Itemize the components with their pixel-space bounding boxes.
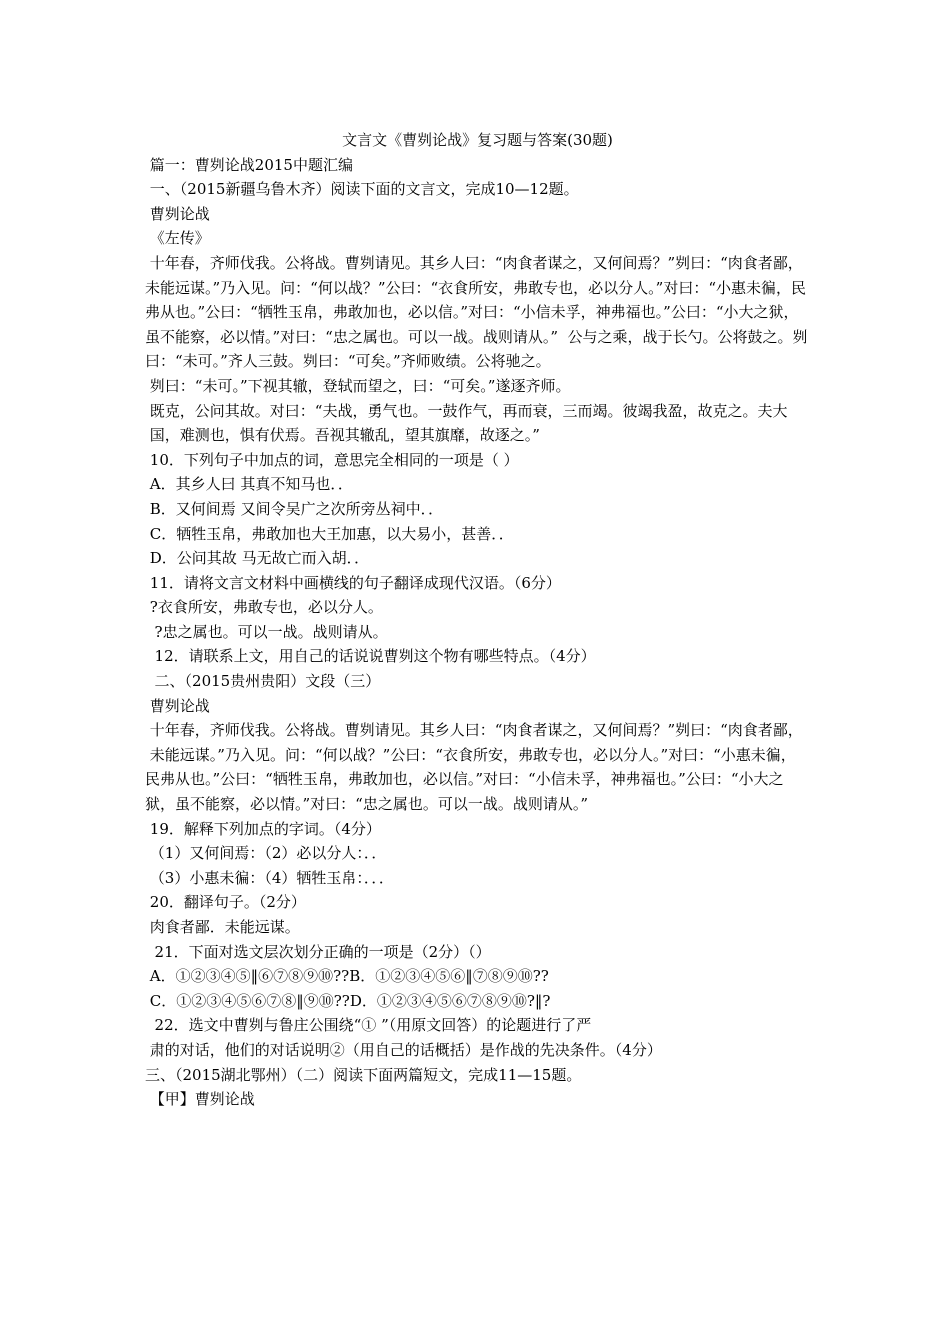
text-line: D．公问其故 马无故亡而入胡．． <box>145 549 370 568</box>
text-line: 三、（2015湖北鄂州）（二）阅读下面两篇短文，完成11—15题。 <box>145 1065 582 1084</box>
text-line: 20．翻译句子。（2分） <box>145 893 306 912</box>
text-line: 未能远谋。”乃入见。问：“何以战？”公曰：“衣食所安，弗敢专也，必以分人。”对曰：“小惠未徧，民弗从也。”公曰：“牺牲玉帛，弗敢加也，必以信。”对曰：“小信未孚，神弗福也。”公曰：“小大之狱，虽不能察，必以情。”对曰：“忠之属也。可以一战。战则请从。” <box>145 745 796 814</box>
text-line: 19．解释下列加点的字词。（4分） <box>145 819 381 838</box>
text-line: A．其乡人曰 其真不知马也．． <box>145 475 353 494</box>
text-line: 曹刿论战 <box>145 204 210 223</box>
text-line: 10．下列句子中加点的词，意思完全相同的一项是（ ） <box>145 450 519 469</box>
document-text <box>145 153 810 1112</box>
text-line: 刿曰：“未可。”下视其辙，登轼而望之，曰：“可矣。”遂逐齐师。 <box>145 376 571 395</box>
text-line: 二、（2015贵州贵阳）文段（三） <box>145 672 381 691</box>
text-line: 22．选文中曹刿与鲁庄公围绕“① ”（用原文回答）的论题进行了严 <box>145 1016 592 1035</box>
text-line: 【甲】曹刿论战 <box>145 1090 255 1109</box>
text-line: C．牺牲玉帛，弗敢加也大王加惠，以大易小，甚善．． <box>145 524 514 543</box>
text-line: 11．请将文言文材料中画横线的句子翻译成现代汉语。（6分） <box>145 573 561 592</box>
text-line: 既克，公问其故。对曰：“夫战，勇气也。一鼓作气，再而衰，三而竭。彼竭我盈，故克之。夫大 <box>145 401 788 420</box>
text-line: 12．请联系上文，用自己的话说说曹刿这个物有哪些特点。（4分） <box>145 647 596 666</box>
text-line: 21．下面对选文层次划分正确的一项是（2分）（） <box>145 942 491 961</box>
text-line: 《左传》 <box>145 229 210 248</box>
text-line: 肃的对话，他们的对话说明②（用自己的话概括）是作战的先决条件。（4分） <box>145 1040 662 1059</box>
text-line: B．又何间焉 又间令吴广之次所旁丛祠中．． <box>145 499 444 518</box>
text-line: （3）小惠未徧：（4）牺牲玉帛：．．． <box>145 868 394 887</box>
text-line: 一、（2015新疆乌鲁木齐）阅读下面的文言文，完成10—12题。 <box>145 180 579 199</box>
text-line: 国，难测也，惧有伏焉。吾视其辙乱，望其旗靡，故逐之。” <box>145 426 540 445</box>
text-line: 十年春，齐师伐我。公将战。曹刿请见。其乡人曰：“肉食者谋之，又何间焉？”刿曰：“肉食者鄙， <box>145 721 803 740</box>
text-line: 肉食者鄙．未能远谋。 <box>145 918 300 936</box>
text-line: C．①②③④⑤⑥⑦⑧‖⑨⑩??D．①②③④⑤⑥⑦⑧⑨⑩?‖? <box>145 991 551 1010</box>
text-line: （1）又何间焉：（2）必以分人：．． <box>145 844 387 863</box>
text-line: ?衣食所安，弗敢专也，必以分人。 <box>145 598 383 617</box>
text-line: 篇一：曹刿论战2015中题汇编 <box>145 155 353 174</box>
document-title: 文言文《曹刿论战》复习题与答案(30题) <box>342 131 613 149</box>
text-line: ?忠之属也。可以一战。战则请从。 <box>145 622 388 641</box>
text-line: A．①②③④⑤‖⑥⑦⑧⑨⑩??B．①②③④⑤⑥‖⑦⑧⑨⑩?? <box>145 967 549 986</box>
text-line: 曹刿论战 <box>145 696 210 715</box>
document-body <box>145 128 810 1112</box>
text-line: 十年春，齐师伐我。公将战。曹刿请见。其乡人曰：“肉食者谋之，又何间焉？”刿曰：“肉食者鄙，未能远谋。”乃入见。问：“何以战？”公曰：“衣食所安，弗敢专也，必以分人。”对曰：“小惠未徧，民弗从也。”公曰：“牺牲玉帛，弗敢加也，必以信。”对曰：“小信未孚，神弗福也。”公曰：“小大之狱，虽不能察，必以情。”对曰：“忠之属也。可以一战。战则请从。” 公与之乘，战于长勺。公将鼓之。刿曰：“未可。”齐人三鼓。刿曰：“可矣。”齐师败绩。公将驰之。 <box>145 253 808 371</box>
